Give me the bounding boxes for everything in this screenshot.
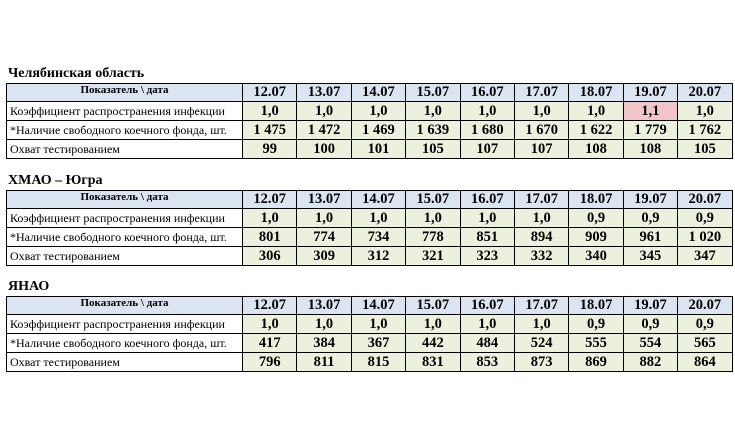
region-title: Челябинская область <box>8 66 145 81</box>
value-cell: 0,9 <box>569 315 623 334</box>
value-cell: 873 <box>514 353 568 372</box>
table-row <box>7 353 733 372</box>
value-cell: 815 <box>351 353 405 372</box>
date-header-cell: 16.07 <box>460 84 514 102</box>
value-cell: 1,0 <box>514 209 568 228</box>
value-cell: 309 <box>297 247 351 266</box>
value-cell: 101 <box>351 140 405 159</box>
region-block <box>6 174 733 266</box>
value-cell: 1 622 <box>569 121 623 140</box>
value-cell: 1 670 <box>514 121 568 140</box>
date-header-cell: 18.07 <box>569 297 623 315</box>
indicator-table <box>6 296 733 372</box>
value-cell: 1,0 <box>569 102 623 121</box>
table-row <box>7 228 733 247</box>
value-cell: 306 <box>243 247 297 266</box>
value-cell-highlighted: 1,1 <box>623 102 677 121</box>
value-cell: 909 <box>569 228 623 247</box>
date-header-cell: 17.07 <box>514 84 568 102</box>
value-cell: 811 <box>297 353 351 372</box>
region-block <box>6 67 733 159</box>
date-header-cell: 15.07 <box>406 297 460 315</box>
value-cell: 801 <box>243 228 297 247</box>
table-row <box>7 140 733 159</box>
value-cell: 0,9 <box>623 209 677 228</box>
value-cell: 332 <box>514 247 568 266</box>
row-label-cell: Коэффициент распространения инфекции <box>7 102 243 121</box>
value-cell: 340 <box>569 247 623 266</box>
value-cell: 1,0 <box>243 315 297 334</box>
value-cell: 108 <box>569 140 623 159</box>
value-cell: 105 <box>678 140 732 159</box>
date-header-cell: 12.07 <box>243 297 297 315</box>
value-cell: 1 639 <box>406 121 460 140</box>
table-row <box>7 121 733 140</box>
date-header-cell: 17.07 <box>514 191 568 209</box>
indicator-table <box>6 83 733 159</box>
value-cell: 323 <box>460 247 514 266</box>
value-cell: 734 <box>351 228 405 247</box>
value-cell: 1,0 <box>351 102 405 121</box>
table-row <box>7 209 733 228</box>
value-cell: 1,0 <box>297 315 351 334</box>
table-row <box>7 247 733 266</box>
value-cell: 1,0 <box>514 315 568 334</box>
value-cell: 1,0 <box>406 315 460 334</box>
date-header-cell: 20.07 <box>678 191 732 209</box>
value-cell: 1 475 <box>243 121 297 140</box>
value-cell: 1,0 <box>678 102 732 121</box>
value-cell: 100 <box>297 140 351 159</box>
value-cell: 778 <box>406 228 460 247</box>
value-cell: 1,0 <box>243 209 297 228</box>
date-header-cell: 19.07 <box>623 191 677 209</box>
row-label-cell: Коэффициент распространения инфекции <box>7 315 243 334</box>
date-header-cell: 13.07 <box>297 191 351 209</box>
date-header-cell: 12.07 <box>243 84 297 102</box>
date-header-cell: 20.07 <box>678 84 732 102</box>
value-cell: 321 <box>406 247 460 266</box>
value-cell: 1,0 <box>297 102 351 121</box>
value-cell: 774 <box>297 228 351 247</box>
date-header-cell: 16.07 <box>460 191 514 209</box>
date-header-cell: 12.07 <box>243 191 297 209</box>
row-label-cell: *Наличие свободного коечного фонда, шт. <box>7 334 243 353</box>
date-header-cell: 15.07 <box>406 191 460 209</box>
table-row <box>7 334 733 353</box>
value-cell: 796 <box>243 353 297 372</box>
value-cell: 107 <box>514 140 568 159</box>
value-cell: 312 <box>351 247 405 266</box>
value-cell: 1,0 <box>460 102 514 121</box>
value-cell: 484 <box>460 334 514 353</box>
value-cell: 554 <box>623 334 677 353</box>
value-cell: 105 <box>406 140 460 159</box>
value-cell: 0,9 <box>623 315 677 334</box>
row-label-cell: Коэффициент распространения инфекции <box>7 209 243 228</box>
value-cell: 345 <box>623 247 677 266</box>
value-cell: 1,0 <box>406 209 460 228</box>
value-cell: 1,0 <box>351 209 405 228</box>
region-block <box>6 280 733 372</box>
value-cell: 1 680 <box>460 121 514 140</box>
region-title: ЯНАО <box>8 279 50 294</box>
table-header-row <box>7 84 733 102</box>
date-header-cell: 13.07 <box>297 84 351 102</box>
table-header-row <box>7 297 733 315</box>
value-cell: 442 <box>406 334 460 353</box>
value-cell: 864 <box>678 353 732 372</box>
date-header-cell: 16.07 <box>460 297 514 315</box>
date-header-cell: 20.07 <box>678 297 732 315</box>
value-cell: 417 <box>243 334 297 353</box>
value-cell: 367 <box>351 334 405 353</box>
value-cell: 555 <box>569 334 623 353</box>
value-cell: 347 <box>678 247 732 266</box>
date-header-cell: 18.07 <box>569 84 623 102</box>
value-cell: 0,9 <box>678 209 732 228</box>
row-label-cell: Охват тестированием <box>7 140 243 159</box>
value-cell: 1 469 <box>351 121 405 140</box>
table-row <box>7 102 733 121</box>
value-cell: 961 <box>623 228 677 247</box>
value-cell: 0,9 <box>569 209 623 228</box>
indicator-table <box>6 190 733 266</box>
row-label-cell: *Наличие свободного коечного фонда, шт. <box>7 121 243 140</box>
value-cell: 524 <box>514 334 568 353</box>
table-header-row <box>7 191 733 209</box>
value-cell: 0,9 <box>678 315 732 334</box>
value-cell: 1 472 <box>297 121 351 140</box>
value-cell: 107 <box>460 140 514 159</box>
value-cell: 1 762 <box>678 121 732 140</box>
date-header-cell: 14.07 <box>351 84 405 102</box>
date-header-cell: 19.07 <box>623 297 677 315</box>
value-cell: 882 <box>623 353 677 372</box>
region-title: ХМАО – Югра <box>8 173 103 188</box>
value-cell: 1,0 <box>460 315 514 334</box>
value-cell: 1,0 <box>243 102 297 121</box>
row-label-cell: Охват тестированием <box>7 247 243 266</box>
value-cell: 565 <box>678 334 732 353</box>
value-cell: 99 <box>243 140 297 159</box>
value-cell: 1 020 <box>678 228 732 247</box>
value-cell: 831 <box>406 353 460 372</box>
value-cell: 1,0 <box>460 209 514 228</box>
row-label-cell: Охват тестированием <box>7 353 243 372</box>
value-cell: 1,0 <box>297 209 351 228</box>
value-cell: 1,0 <box>406 102 460 121</box>
value-cell: 1 779 <box>623 121 677 140</box>
value-cell: 894 <box>514 228 568 247</box>
date-header-cell: 14.07 <box>351 297 405 315</box>
value-cell: 108 <box>623 140 677 159</box>
date-header-cell: 13.07 <box>297 297 351 315</box>
value-cell: 1,0 <box>514 102 568 121</box>
date-header-cell: 14.07 <box>351 191 405 209</box>
value-cell: 1,0 <box>351 315 405 334</box>
value-cell: 869 <box>569 353 623 372</box>
table-row <box>7 315 733 334</box>
row-label-cell: *Наличие свободного коечного фонда, шт. <box>7 228 243 247</box>
value-cell: 851 <box>460 228 514 247</box>
date-header-cell: 19.07 <box>623 84 677 102</box>
date-header-cell: 15.07 <box>406 84 460 102</box>
date-header-cell: 17.07 <box>514 297 568 315</box>
header-label-cell: Показатель \ дата <box>7 191 243 209</box>
value-cell: 384 <box>297 334 351 353</box>
date-header-cell: 18.07 <box>569 191 623 209</box>
header-label-cell: Показатель \ дата <box>7 297 243 315</box>
header-label-cell: Показатель \ дата <box>7 84 243 102</box>
value-cell: 853 <box>460 353 514 372</box>
